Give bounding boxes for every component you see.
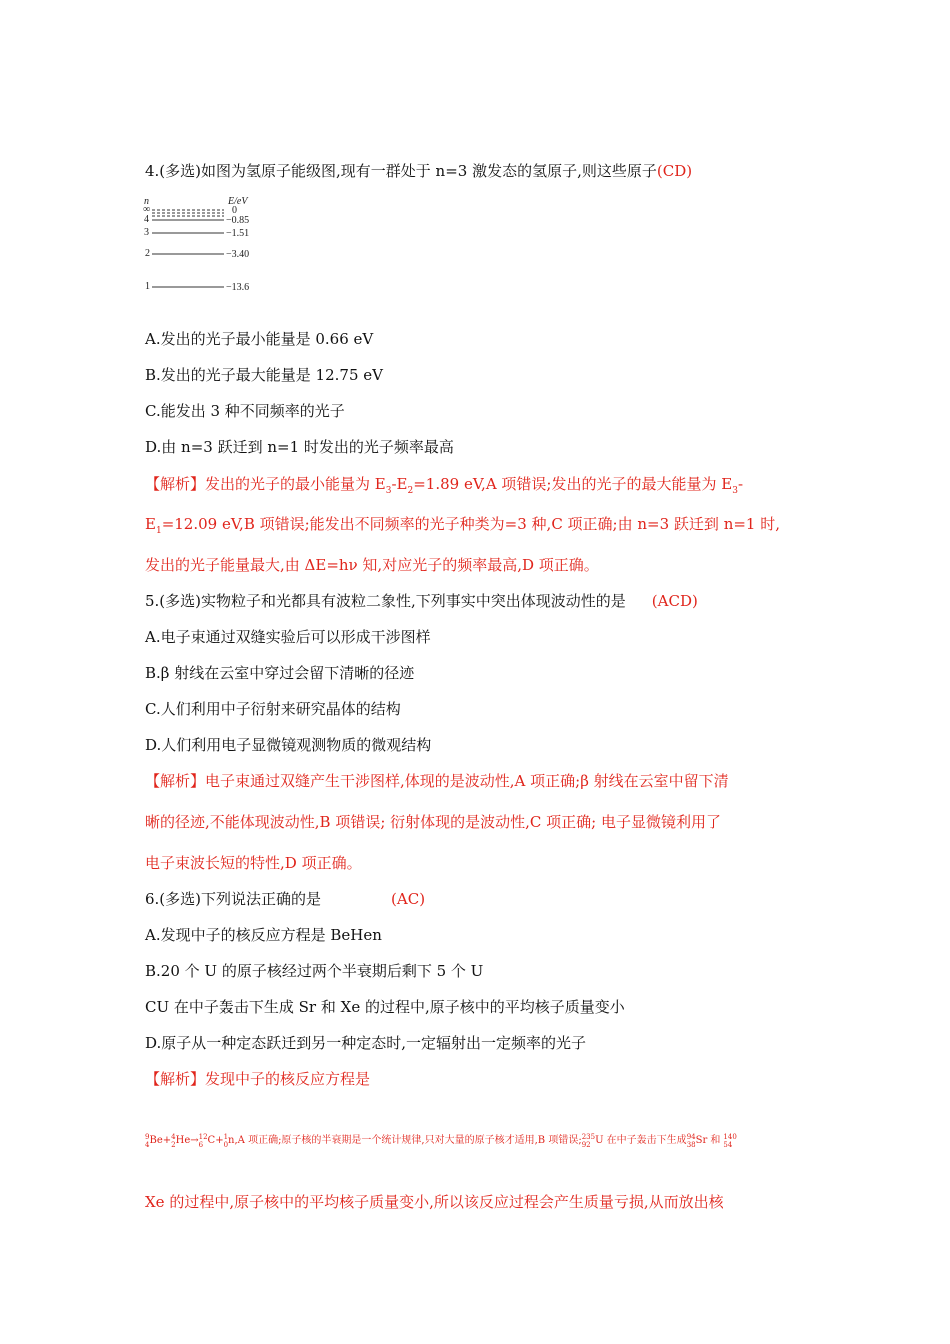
q4-analysis-line-1 (145, 474, 743, 501)
be-z: 4 (145, 1140, 150, 1149)
q6-answer: (AC) (391, 890, 426, 908)
q6-analysis-head: 【解析】发现中子的核反应方程是 (145, 1070, 371, 1088)
q4-option-b: B.发出的光子最大能量是 12.75 eV (145, 366, 383, 384)
n-mass: 1 (223, 1132, 229, 1141)
energy-level-diagram (140, 196, 270, 298)
q6-analysis-last-line: Xe 的过程中,原子核中的平均核子质量变小,所以该反应过程会产生质量亏损,从而放出核 (145, 1193, 724, 1211)
q4-sub-3b: 3 (732, 486, 738, 496)
level-3-n: 3 (144, 227, 149, 238)
q4-analysis-text-1a: 【解析】发出的光子的最小能量为 E (145, 475, 386, 493)
xe-numbers (723, 1133, 736, 1149)
q4-analysis-text-1d: - (737, 475, 744, 493)
q6-stem: 6.(多选)下列说法正确的是 (145, 890, 322, 908)
level-4-energy: −0.85 (226, 215, 250, 226)
q6-equation-line (145, 1131, 737, 1149)
q4-answer: (CD) (656, 162, 693, 180)
sr-mass: 94 (686, 1132, 696, 1141)
q4-sub-3: 3 (385, 486, 392, 496)
q5-stem-line (145, 591, 698, 611)
eq-n-text: n,A 项正确;原子核的半衰期是一个统计规律,只对大量的原子核才适用,B 项错误; (228, 1135, 582, 1146)
eq-he: He→ (175, 1135, 199, 1146)
q6-option-c: CU 在中子轰击下生成 Sr 和 Xe 的过程中,原子核中的平均核子质量变小 (145, 998, 625, 1016)
level-2-n: 2 (145, 248, 150, 259)
sr-z: 38 (686, 1140, 696, 1149)
q4-analysis-text-2b: =12.09 eV,B 项错误;能发出不同频率的光子种类为=3 种,C 项正确;由 n=3 跃迁到 n=1 时, (161, 515, 781, 533)
q4-analysis-text-1c: =1.89 eV,A 项错误;发出的光子的最大能量为 E (413, 475, 733, 493)
sr-numbers (687, 1133, 696, 1149)
q6-option-d: D.原子从一种定态跃迁到另一种定态时,一定辐射出一定频率的光子 (145, 1034, 587, 1052)
xe-mass: 140 (723, 1132, 737, 1141)
level-1-energy: −13.6 (226, 282, 250, 293)
q5-option-b: B.β 射线在云室中穿过会留下清晰的径迹 (145, 664, 415, 682)
q4-option-d: D.由 n=3 跃迁到 n=1 时发出的光子频率最高 (145, 438, 454, 456)
q5-stem: 5.(多选)实物粒子和光都具有波粒二象性,下列事实中突出体现波动性的是 (145, 592, 626, 610)
be-nuclide (145, 1133, 149, 1149)
q6-option-a: A.发现中子的核反应方程是 BeHen (145, 926, 382, 944)
q4-sub-2: 2 (407, 486, 414, 496)
q5-analysis-line-1: 【解析】电子束通过双缝产生干涉图样,体现的是波动性,A 项正确;β 射线在云室中留下清 (145, 772, 729, 790)
be-mass: 9 (145, 1132, 150, 1141)
e-header: E/eV (228, 196, 248, 207)
q4-option-a: A.发出的光子最小能量是 0.66 eV (145, 330, 374, 348)
q6-stem-line (145, 889, 425, 909)
q5-analysis-line-3: 电子束波长短的特性,D 项正确。 (145, 854, 362, 872)
u-mass: 235 (581, 1132, 596, 1141)
c-mass: 12 (198, 1132, 208, 1141)
u-numbers (582, 1133, 595, 1149)
q5-option-a: A.电子束通过双缝实验后可以形成干涉图样 (145, 628, 431, 646)
eq-c: C+ (207, 1135, 224, 1146)
level-4-n: 4 (144, 214, 149, 225)
energy-lines (140, 196, 270, 298)
q4-analysis-line-3: 发出的光子能量最大,由 ΔE=hν 知,对应光子的频率最高,D 项正确。 (145, 556, 599, 574)
eq-be: Be+ (149, 1135, 172, 1146)
n-header: n (144, 196, 149, 207)
q5-analysis-line-2: 晰的径迹,不能体现波动性,B 项错误; 衍射体现的是波动性,C 项正确; 电子显微镜利用了 (145, 813, 721, 831)
q5-option-d: D.人们利用电子显微镜观测物质的微观结构 (145, 736, 432, 754)
eq-sr-text: Sr 和 (695, 1135, 721, 1146)
q4-option-c: C.能发出 3 种不同频率的光子 (145, 402, 345, 420)
q4-analysis-text-2a: E (145, 515, 156, 533)
q4-stem-line (145, 161, 692, 181)
c-numbers (199, 1133, 208, 1149)
level-1-n: 1 (145, 281, 150, 292)
q5-answer: (ACD) (651, 592, 698, 610)
u-z: 92 (581, 1140, 591, 1149)
he-mass: 4 (171, 1132, 176, 1141)
xe-z: 54 (723, 1140, 733, 1149)
level-inf-n: ∞ (143, 204, 151, 215)
level-2-energy: −3.40 (226, 249, 250, 260)
q4-stem: 4.(多选)如图为氢原子能级图,现有一群处于 n=3 激发态的氢原子,则这些原子 (145, 162, 657, 180)
eq-u-text: U 在中子轰击下生成 (595, 1135, 687, 1146)
c-z: 6 (198, 1140, 204, 1149)
he-z: 2 (171, 1140, 176, 1149)
q4-analysis-line-2 (145, 514, 780, 541)
q4-analysis-text-1b: -E (391, 475, 408, 493)
q4-sub-1: 1 (155, 526, 162, 536)
level-3-energy: −1.51 (226, 228, 250, 239)
q6-option-b: B.20 个 U 的原子核经过两个半衰期后剩下 5 个 U (145, 962, 484, 980)
n-z: 0 (223, 1140, 229, 1149)
q5-option-c: C.人们利用中子衍射来研究晶体的结构 (145, 700, 401, 718)
level-inf-energy: 0 (232, 205, 237, 216)
